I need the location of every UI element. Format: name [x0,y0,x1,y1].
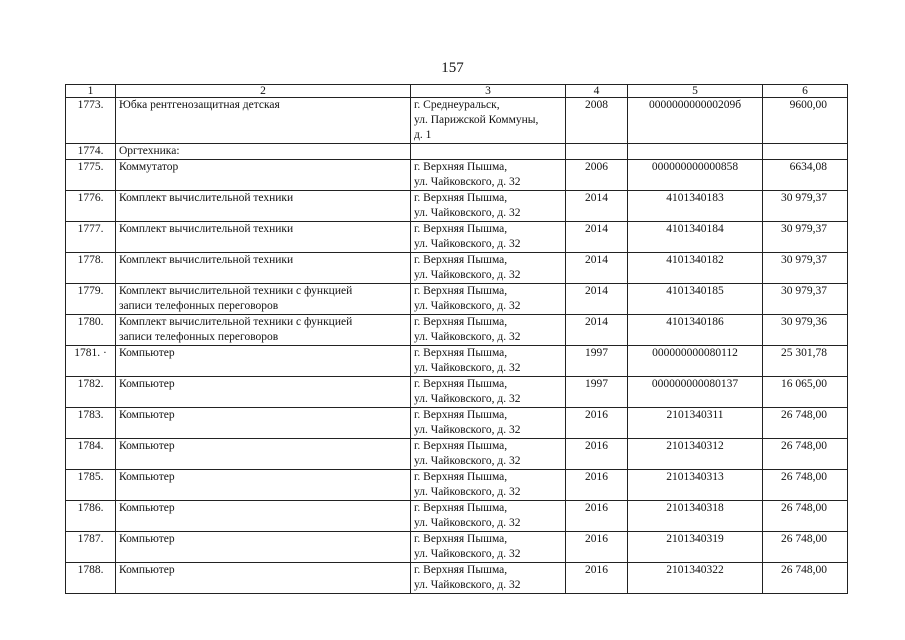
item-year: 2014 [566,253,628,284]
item-address-line: ул. Чайковского, д. 32 [414,548,521,560]
row-number: 1775. [66,160,116,191]
item-name [116,563,411,594]
row-number: 1787. [66,532,116,563]
item-cost: 9600,00 [763,98,848,144]
row-number: 1784. [66,439,116,470]
item-address-line: ул. Чайковского, д. 32 [414,455,521,467]
item-name-line: Компьютер [119,471,175,483]
table-row [66,222,848,253]
item-name-line: Комплект вычислительной техники [119,254,294,266]
table-row [66,501,848,532]
item-year: 1997 [566,377,628,408]
row-number: 1777. [66,222,116,253]
item-year: 2016 [566,532,628,563]
item-name-line: Комплект вычислительной техники [119,192,294,204]
item-name [116,501,411,532]
inventory-number: 000000000080137 [628,377,763,408]
item-name-line: Комплект вычислительной техники с функцией [119,316,353,328]
row-number: 1774. [66,144,116,160]
item-name-line: Коммутатор [119,161,179,173]
item-name-line: Компьютер [119,502,175,514]
item-cost: 26 748,00 [763,408,848,439]
inventory-number: 4101340184 [628,222,763,253]
item-year: 2014 [566,222,628,253]
item-address [411,532,566,563]
item-name [116,98,411,144]
row-number: 1776. [66,191,116,222]
item-address [411,222,566,253]
item-address-line: г. Верхняя Пышма, [414,471,508,483]
item-address-line: ул. Чайковского, д. 32 [414,238,521,250]
row-number: 1779. [66,284,116,315]
column-number-4: 4 [566,85,628,98]
page-number: 157 [441,60,464,76]
item-address [411,315,566,346]
item-address-line: ул. Чайковского, д. 32 [414,517,521,529]
column-number-2: 2 [116,85,411,98]
inventory-number: 2101340322 [628,563,763,594]
row-number: 1773. [66,98,116,144]
item-name-line: Оргтехника: [119,145,180,157]
item-cost: 26 748,00 [763,532,848,563]
item-name [116,532,411,563]
item-name [116,346,411,377]
item-address [411,253,566,284]
item-cost: 26 748,00 [763,439,848,470]
item-year [566,144,628,160]
item-name-line: Компьютер [119,533,175,545]
item-address-line: г. Верхняя Пышма, [414,440,508,452]
item-address-line: г. Верхняя Пышма, [414,285,508,297]
item-name-line: Компьютер [119,409,175,421]
item-year: 2016 [566,501,628,532]
item-name-line: Комплект вычислительной техники [119,223,294,235]
table-row [66,98,848,144]
item-address-line: ул. Парижской Коммуны, [414,114,539,126]
item-address [411,439,566,470]
item-address [411,98,566,144]
inventory-number: 2101340311 [628,408,763,439]
item-address-line: г. Верхняя Пышма, [414,223,508,235]
inventory-number: 4101340185 [628,284,763,315]
item-name [116,439,411,470]
table-row [66,191,848,222]
item-name [116,144,411,160]
column-number-row [66,85,848,98]
row-number: 1786. [66,501,116,532]
item-year: 1997 [566,346,628,377]
table-row [66,253,848,284]
item-cost: 25 301,78 [763,346,848,377]
column-number-5: 5 [628,85,763,98]
item-address [411,346,566,377]
item-cost [763,144,848,160]
item-address [411,408,566,439]
table-row [66,563,848,594]
table-row [66,284,848,315]
item-address-line: ул. Чайковского, д. 32 [414,424,521,436]
item-year: 2016 [566,408,628,439]
inventory-number: 2101340318 [628,501,763,532]
item-name [116,253,411,284]
item-address-line: г. Верхняя Пышма, [414,533,508,545]
item-address [411,144,566,160]
item-name-line: Компьютер [119,378,175,390]
item-address-line: г. Верхняя Пышма, [414,502,508,514]
item-year: 2014 [566,191,628,222]
table-row [66,408,848,439]
item-name [116,377,411,408]
item-address-line: ул. Чайковского, д. 32 [414,300,521,312]
item-address [411,191,566,222]
item-address-line: ул. Чайковского, д. 32 [414,579,521,591]
inventory-number: 2101340319 [628,532,763,563]
table-row [66,346,848,377]
item-year: 2008 [566,98,628,144]
table-row [66,144,848,160]
item-address-line: г. Верхняя Пышма, [414,161,508,173]
item-address-line: г. Среднеуральск, [414,99,500,111]
row-number: 1785. [66,470,116,501]
column-number-6: 6 [763,85,848,98]
row-number: 1783. [66,408,116,439]
item-cost: 26 748,00 [763,501,848,532]
item-name-line: записи телефонных переговоров [119,300,279,312]
table-row [66,315,848,346]
item-address-line: г. Верхняя Пышма, [414,316,508,328]
item-address [411,563,566,594]
item-year: 2016 [566,439,628,470]
item-name [116,408,411,439]
item-address-line: ул. Чайковского, д. 32 [414,269,521,281]
column-number-1: 1 [66,85,116,98]
item-cost: 30 979,36 [763,315,848,346]
inventory-number: 000000000080112 [628,346,763,377]
item-cost: 30 979,37 [763,222,848,253]
table-row [66,532,848,563]
item-year: 2014 [566,284,628,315]
item-year: 2006 [566,160,628,191]
item-address-line: ул. Чайковского, д. 32 [414,331,521,343]
inventory-number: 4101340183 [628,191,763,222]
inventory-number: 2101340313 [628,470,763,501]
item-name [116,191,411,222]
item-address-line: г. Верхняя Пышма, [414,378,508,390]
item-name-line: Компьютер [119,564,175,576]
item-address-line: ул. Чайковского, д. 32 [414,176,521,188]
table-row [66,160,848,191]
row-number: 1780. [66,315,116,346]
column-number-3: 3 [411,85,566,98]
inventory-number [628,144,763,160]
row-number: 1782. [66,377,116,408]
item-year: 2016 [566,470,628,501]
item-name-line: Комплект вычислительной техники с функцией [119,285,353,297]
row-number: 1788. [66,563,116,594]
item-address [411,284,566,315]
table-row [66,377,848,408]
item-address-line: ул. Чайковского, д. 32 [414,486,521,498]
row-number: 1778. [66,253,116,284]
item-address-line: г. Верхняя Пышма, [414,409,508,421]
item-cost: 30 979,37 [763,253,848,284]
item-cost: 26 748,00 [763,563,848,594]
inventory-number: 000000000000858 [628,160,763,191]
item-address-line: ул. Чайковского, д. 32 [414,362,521,374]
table-row [66,439,848,470]
item-address-line: г. Верхняя Пышма, [414,347,508,359]
item-name-line: Компьютер [119,440,175,452]
item-name [116,160,411,191]
item-address-line: г. Верхняя Пышма, [414,564,508,576]
item-address-line: ул. Чайковского, д. 32 [414,207,521,219]
item-name-line: Юбка рентгенозащитная детская [119,99,280,111]
inventory-number: 2101340312 [628,439,763,470]
table-row [66,470,848,501]
item-name [116,284,411,315]
item-name [116,470,411,501]
item-cost: 6634,08 [763,160,848,191]
inventory-number: 4101340182 [628,253,763,284]
item-address [411,501,566,532]
item-address-line: ул. Чайковского, д. 32 [414,393,521,405]
row-number: 1781. · [66,346,116,377]
item-cost: 26 748,00 [763,470,848,501]
item-name [116,222,411,253]
item-name-line: Компьютер [119,347,175,359]
item-address [411,160,566,191]
item-name-line: записи телефонных переговоров [119,331,279,343]
item-address [411,470,566,501]
property-table [65,84,848,594]
item-cost: 30 979,37 [763,191,848,222]
item-cost: 16 065,00 [763,377,848,408]
item-address [411,377,566,408]
inventory-number: 000000000000209б [628,98,763,144]
item-name [116,315,411,346]
item-address-line: г. Верхняя Пышма, [414,254,508,266]
item-address-line: д. 1 [414,129,432,141]
item-year: 2014 [566,315,628,346]
item-year: 2016 [566,563,628,594]
item-address-line: г. Верхняя Пышма, [414,192,508,204]
inventory-number: 4101340186 [628,315,763,346]
item-cost: 30 979,37 [763,284,848,315]
